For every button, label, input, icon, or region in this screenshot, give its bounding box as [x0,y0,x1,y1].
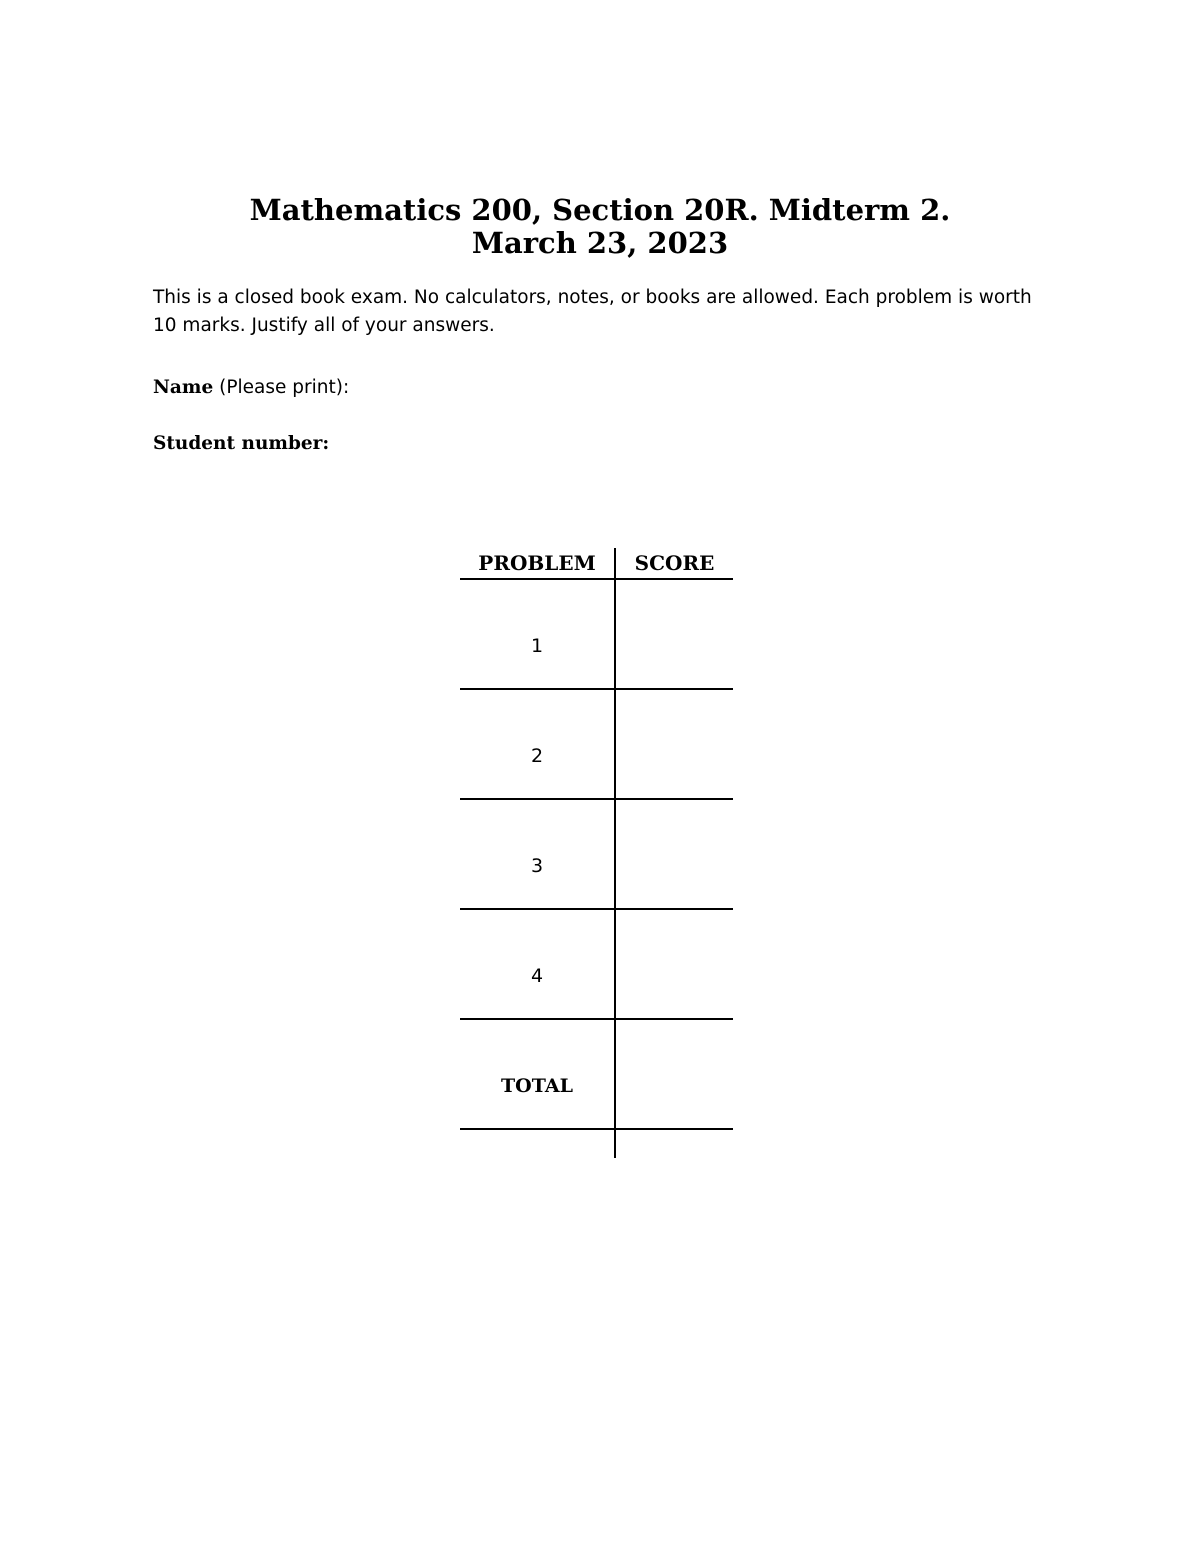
student-number-field[interactable] [153,432,329,456]
name-hint: (Please print): [219,377,350,398]
total-row-label: TOTAL [501,1075,573,1097]
score-table [460,548,733,1158]
name-field[interactable] [153,376,349,400]
column-divider [614,548,616,1158]
table-row-label: 3 [530,855,544,877]
table-row-label: 2 [530,745,544,767]
name-label: Name [153,377,214,398]
student-number-label: Student number: [153,433,330,454]
row-rule [460,1128,733,1130]
exam-date: March 23, 2023 [471,226,729,260]
score-cell-total[interactable] [617,1020,732,1126]
score-cell-problem-2[interactable] [617,690,732,796]
score-cell-problem-3[interactable] [617,800,732,906]
table-row-label: 4 [530,965,544,987]
problem-column-header: PROBLEM [478,551,596,575]
score-cell-problem-4[interactable] [617,910,732,1016]
table-row-label: 1 [530,635,544,657]
score-column-header: SCORE [634,551,715,575]
exam-title: Mathematics 200, Section 20R. Midterm 2. [249,193,951,227]
exam-instructions: This is a closed book exam. No calculators, notes, or books are allowed. Each problem is worth 10 marks. Justify all of your answers. [153,287,1032,336]
score-cell-problem-1[interactable] [617,580,732,686]
